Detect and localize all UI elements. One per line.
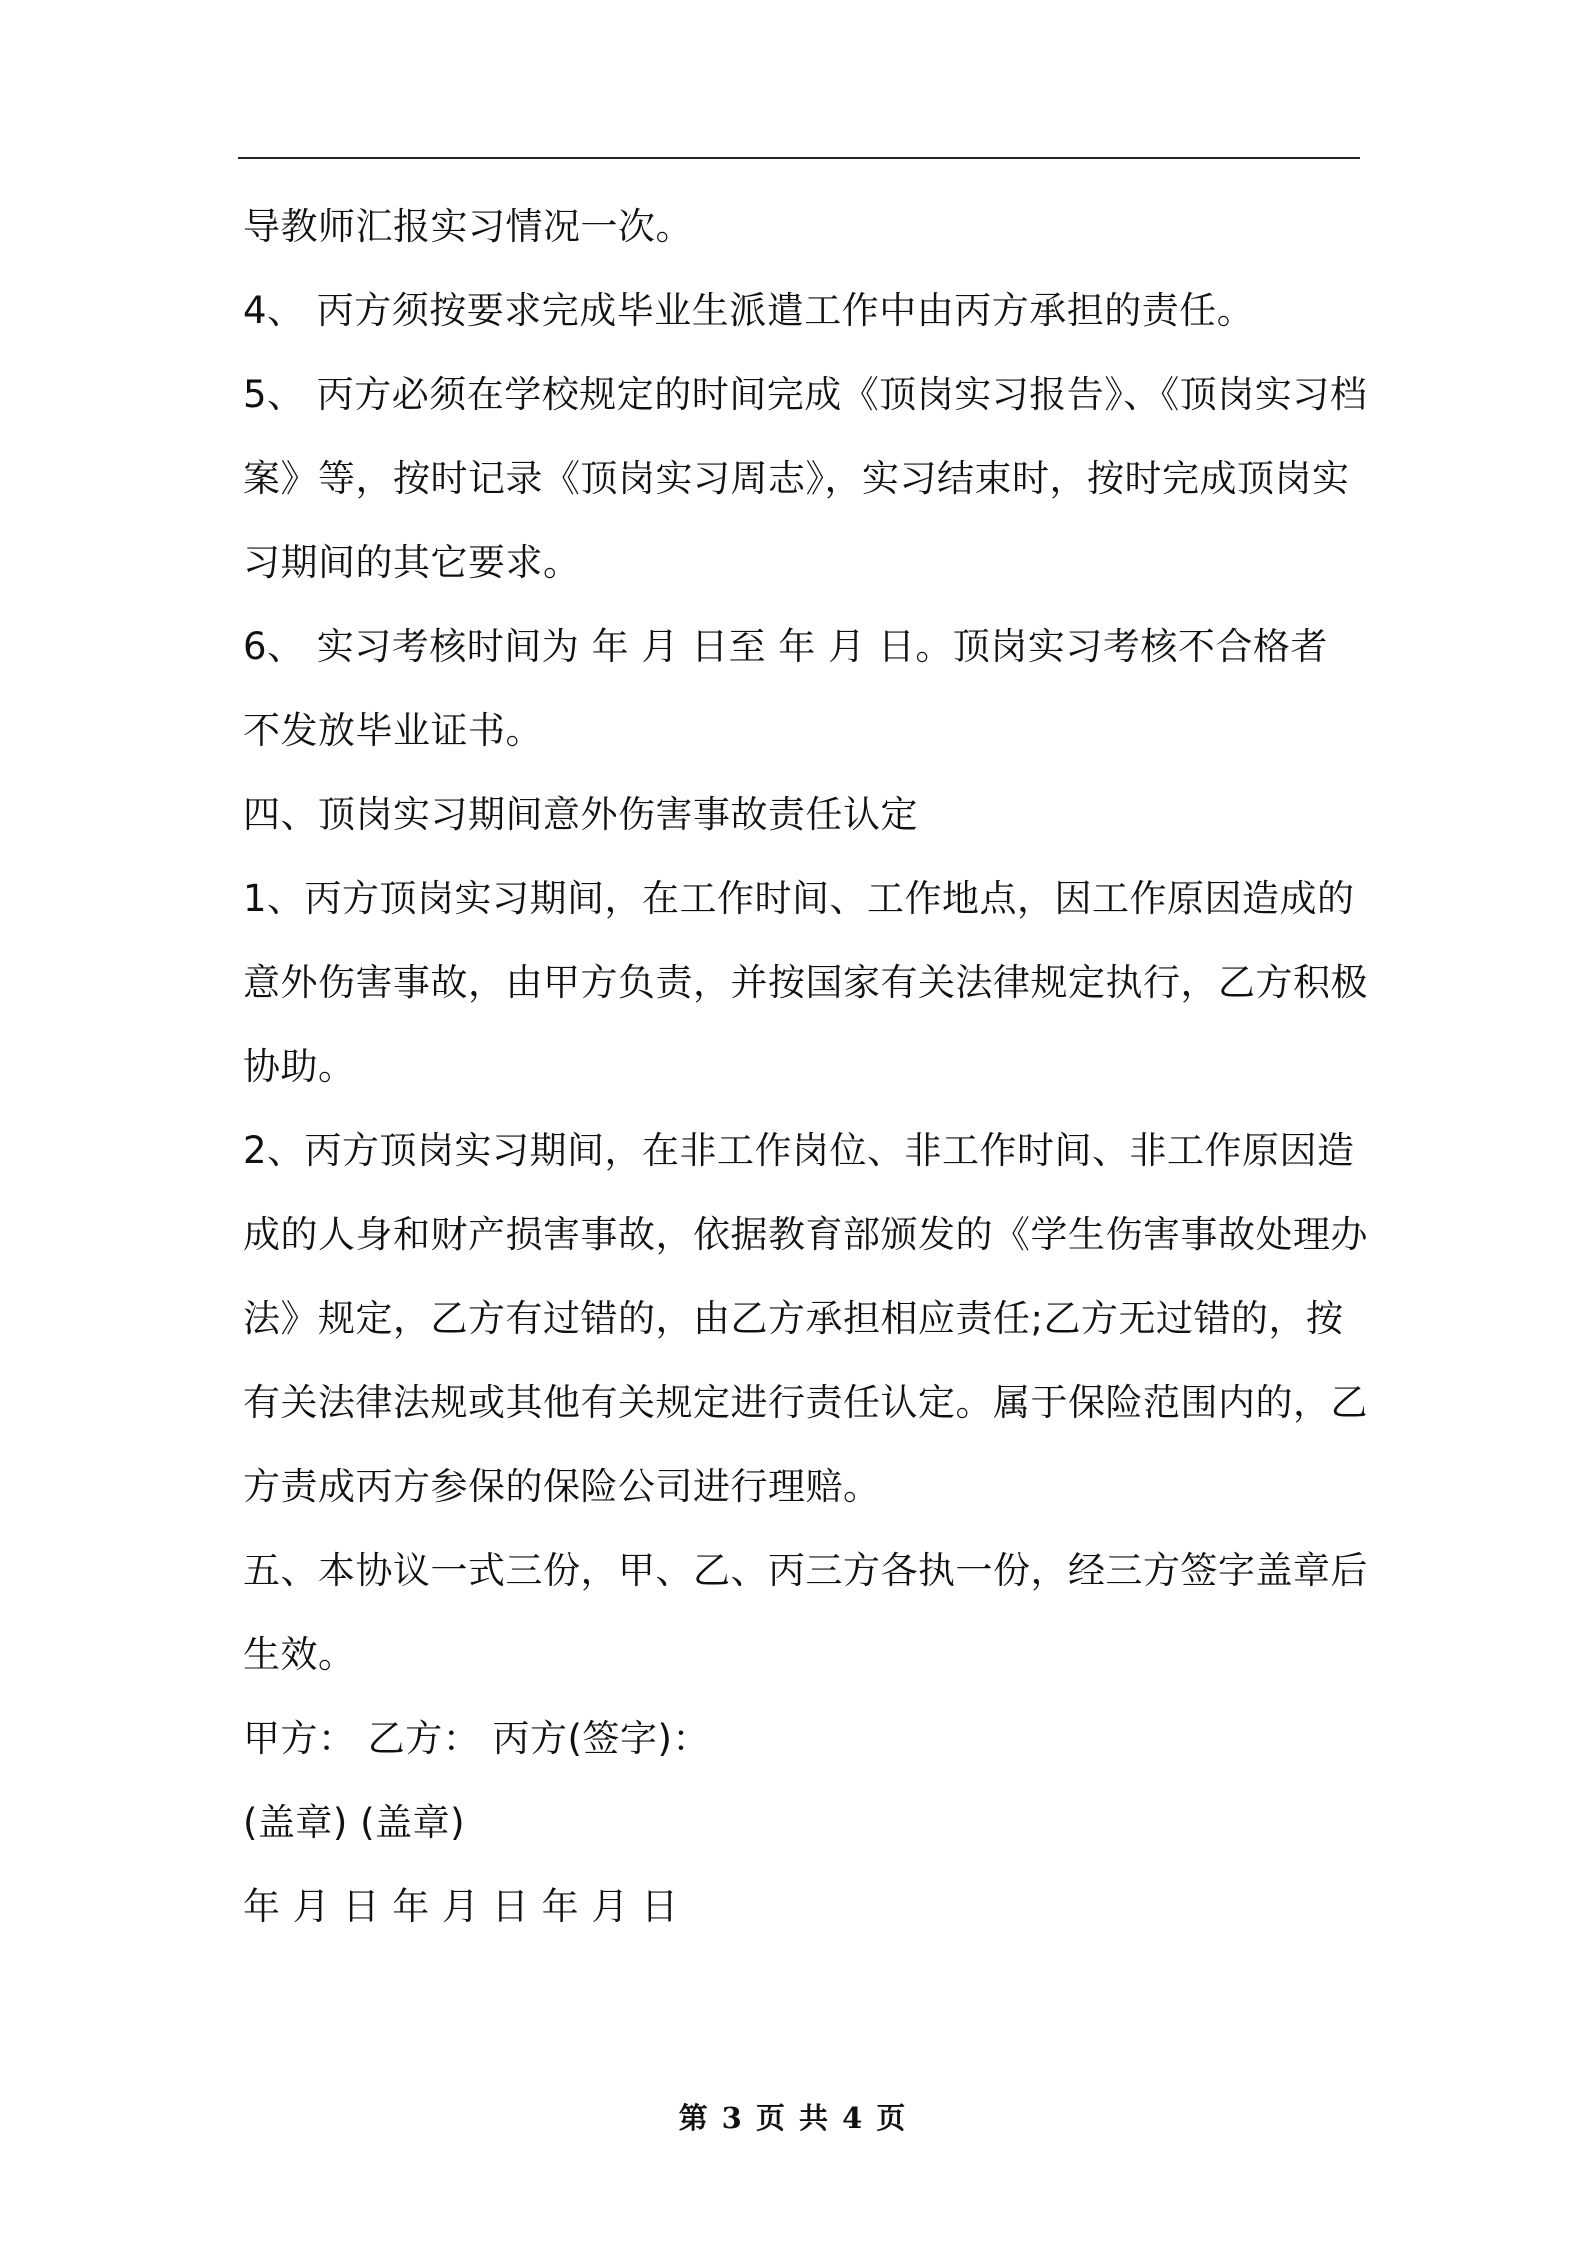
text-line: 4、 丙方须按要求完成毕业生派遣工作中由丙方承担的责任。 [243, 289, 1255, 332]
text-line: 法》规定，乙方有过错的，由乙方承担相应责任;乙方无过错的，按 [243, 1297, 1344, 1340]
document-body [243, 185, 1368, 1949]
text-line: 2、丙方顶岗实习期间，在非工作岗位、非工作时间、非工作原因造 [243, 1129, 1355, 1172]
signature-dates: 年 月 日 年 月 日 年 月 日 [243, 1885, 679, 1928]
text-line: 案》等，按时记录《顶岗实习周志》，实习结束时，按时完成顶岗实 [243, 457, 1350, 500]
header-rule [238, 157, 1360, 159]
text-line: 习期间的其它要求。 [243, 541, 581, 584]
text-line: 生效。 [243, 1633, 356, 1676]
text-line: 6、 实习考核时间为 年 月 日至 年 月 日。顶岗实习考核不合格者 [243, 625, 1328, 668]
text-line: 意外伤害事故，由甲方负责，并按国家有关法律规定执行，乙方积极 [243, 961, 1368, 1004]
text-line: 导教师汇报实习情况一次。 [243, 205, 693, 248]
text-line: 不发放毕业证书。 [243, 709, 543, 752]
section-heading: 五、本协议一式三份，甲、乙、丙三方各执一份，经三方签字盖章后 [243, 1549, 1368, 1592]
text-line: 有关法律法规或其他有关规定进行责任认定。属于保险范围内的，乙 [243, 1381, 1368, 1424]
text-line: 方责成丙方参保的保险公司进行理赔。 [243, 1465, 881, 1508]
text-line: 1、丙方顶岗实习期间，在工作时间、工作地点，因工作原因造成的 [243, 877, 1355, 920]
signature-parties: 甲方： 乙方： 丙方(签字)： [243, 1717, 710, 1760]
text-line: 5、 丙方必须在学校规定的时间完成《顶岗实习报告》、《顶岗实习档 [243, 373, 1368, 416]
text-line: 成的人身和财产损害事故，依据教育部颁发的《学生伤害事故处理办 [243, 1213, 1368, 1256]
section-heading: 四、顶岗实习期间意外伤害事故责任认定 [243, 793, 918, 836]
signature-seals: (盖章) (盖章) [243, 1801, 466, 1844]
page-number: 第 3 页 共 4 页 [678, 2101, 908, 2135]
text-line: 协助。 [243, 1045, 356, 1088]
